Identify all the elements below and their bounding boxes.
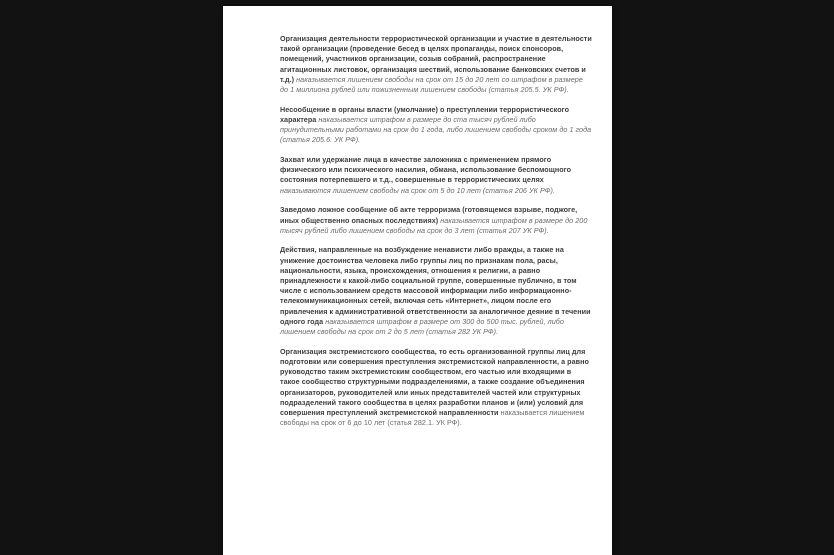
penalty-text: наказывается лишением свободы на срок от 6 до 10 лет (статья 282.1. УК РФ). <box>280 408 585 428</box>
paragraph-206 <box>280 155 592 196</box>
paragraph-207 <box>280 205 592 236</box>
offense-text: Захват или удержание лица в качестве заложника с применением прямого физического или психического насилия, обмана, использование беспомощного состояния потерпевшего и т.д., совершенные в террористических целях <box>280 155 572 185</box>
offense-text: Несообщение в органы власти (умолчание) о преступлении террористического характера <box>280 104 570 124</box>
offense-text: Действия, направленные на возбуждение ненависти либо вражды, а также на унижение достоинства человека либо группы лиц по признакам пола, расы, национальности, языка, происхождения, отношения к религии, а равно принадлежности к какой-либо социальной группе, совершенные публично, в том числе с использованием средств массовой информации либо информационно-телекоммуникационных сетей, включая сеть «Интернет», лицом после его привлечения к административной ответственности за аналогичное деяние в течении одного года <box>280 245 591 326</box>
offense-text: Заведомо ложное сообщение об акте терроризма (готовящемся взрыве, поджоге, иных общественно опасных последствиях) <box>280 205 578 225</box>
penalty-text: наказываются лишением свободы на срок от 5 до 10 лет (статья 206 УК РФ). <box>280 185 555 195</box>
offense-text: Организация деятельности террористической организации и участие в деятельности такой организации (проведение бесед в целях пропаганды, поиск спонсоров, помещений, участников организации, созыв собраний, распространение агитационных листовок, организация шествий, использование банковских счетов и т.д.) <box>280 34 592 84</box>
paragraph-205-5 <box>280 34 592 95</box>
paragraph-282-1 <box>280 347 592 429</box>
penalty-text: наказывается штрафом в размере до ста тысяч рублей либо принудительными работами на срок до 1 года, либо лишением свободы сроком до 1 года (статья 205.6. УК РФ). <box>280 114 592 145</box>
page-content <box>280 34 592 438</box>
penalty-text: наказывается штрафом в размере от 300 до 500 тыс. рублей, либо лишением свободы на срок от 2 до 5 лет (статья 282 УК РФ). <box>280 316 564 337</box>
paragraph-205-6 <box>280 105 592 146</box>
penalty-text: наказывается штрафом в размере до 200 тысяч рублей либо лишением свободы на срок до 3 лет (статья 207 УК РФ). <box>280 215 588 235</box>
document-page <box>223 6 612 555</box>
penalty-text: наказывается лишением свободы на срок от 15 до 20 лет со штрафом в размере до 1 миллиона рублей или пожизненным лишением свободы (статья 205.5. УК РФ). <box>280 74 583 95</box>
offense-text: Организация экстремистского сообщества, то есть организованной группы лиц для подготовки или совершения преступления экстремистской направленности, а равно руководство таким экстремистским сообществом, его частью или входящими в такое сообщество структурными подразделениями, а также создание объединения организаторов, руководителей или иных представителей частей или структурных подразделений такого сообщества в целях разработки планов и (или) условий для совершения преступлений экстремистской направленности <box>280 346 589 417</box>
paragraph-282 <box>280 245 592 337</box>
